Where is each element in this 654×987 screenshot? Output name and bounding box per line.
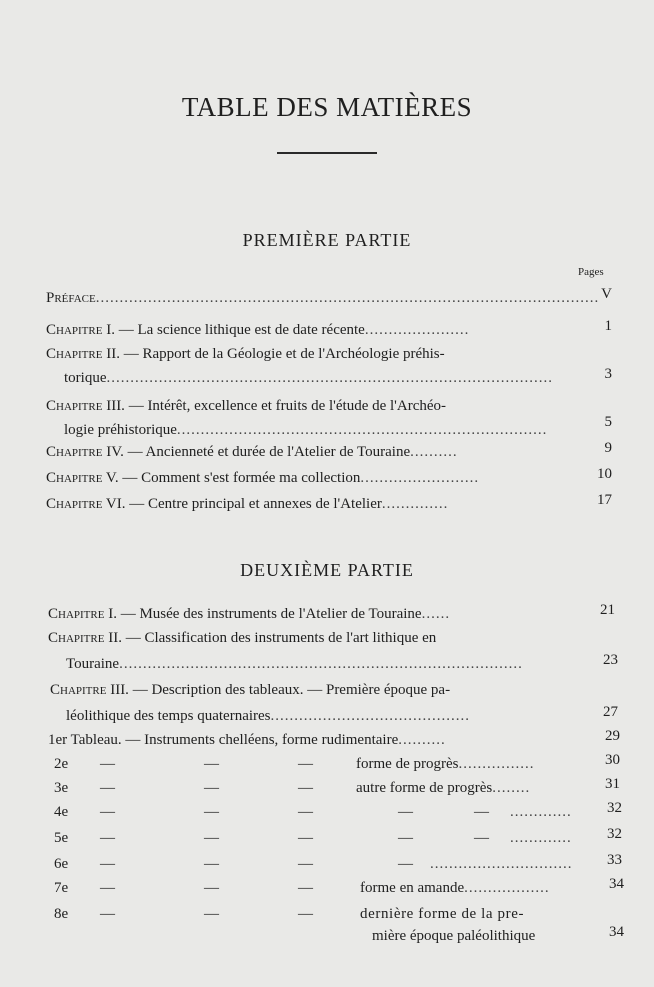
toc-entry-p1-ch3	[46, 398, 446, 415]
entry-text: — Centre principal et annexes de l'Atelier	[129, 496, 382, 512]
toc-entry-p1-ch2-cont	[64, 370, 553, 387]
tableau-number: 5e	[54, 830, 69, 846]
pages-label: Pages	[578, 266, 604, 278]
toc-entry-p2-ch3-cont	[66, 708, 471, 725]
ditto-dash: —	[204, 756, 219, 772]
ditto-dash: —	[204, 906, 219, 922]
toc-entry-preface	[46, 290, 600, 307]
leader-dots: ..................	[464, 880, 550, 896]
entry-text: léolithique des temps quaternaires	[66, 708, 271, 724]
entry-label: Chapitre II.	[46, 346, 120, 362]
toc-entry-tableau-8: dernière forme de la pre-	[360, 906, 525, 922]
leader-dots: ..........	[398, 732, 446, 748]
entry-text: torique	[64, 370, 107, 386]
leader-dots: ..........	[410, 444, 458, 460]
toc-entry-tableau-8-cont: mière époque paléolithique	[372, 928, 536, 944]
leader-dots: ......	[421, 606, 451, 622]
page-number: 34	[609, 876, 624, 892]
ditto-dash: —	[204, 804, 219, 820]
ditto-dash: —	[100, 756, 115, 772]
page-title: TABLE DES MATIÈRES	[181, 92, 473, 122]
leader-dots: ................	[458, 756, 535, 772]
ditto-dash: —	[100, 906, 115, 922]
ditto-dash: —	[298, 804, 313, 820]
toc-entry-p2-ch1	[48, 606, 450, 623]
page-number: V	[601, 286, 612, 302]
tableau-number: 1er	[48, 732, 68, 748]
ditto-dash: —	[298, 756, 313, 772]
ditto-dash: —	[100, 780, 115, 796]
leader-dots: .....................................................................................	[119, 656, 523, 672]
ditto-dash: —	[398, 856, 413, 872]
page-number: 1	[604, 318, 612, 334]
leader-dots: ..........................................................................................................	[95, 290, 600, 306]
ditto-dash: —	[398, 830, 413, 846]
part2-title: DEUXIÈME PARTIE	[240, 560, 414, 580]
leader-dots: .........................	[360, 470, 480, 486]
entry-text: — La science lithique est de date récente	[118, 322, 365, 338]
toc-entry-tableau-7	[360, 880, 550, 897]
ditto-dash: —	[298, 856, 313, 872]
entry-label: Chapitre IV.	[46, 444, 124, 460]
entry-text: — Rapport de la Géologie et de l'Archéologie préhis-	[123, 346, 445, 362]
page-number: 32	[607, 826, 622, 842]
title-rule	[277, 152, 377, 154]
leader-dots: ..............................................................................	[176, 422, 548, 438]
ditto-dash: —	[298, 830, 313, 846]
ditto-dash: —	[204, 830, 219, 846]
tableau-number: 4e	[54, 804, 69, 820]
tableau-number: 3e	[54, 780, 69, 796]
ditto-dash: —	[398, 804, 413, 820]
entry-label: Chapitre I.	[48, 606, 117, 622]
ditto-dash: —	[474, 804, 489, 820]
entry-text: — Ancienneté et durée de l'Atelier de Touraine	[127, 444, 411, 460]
entry-label: Chapitre I.	[46, 322, 115, 338]
entry-text: — Classification des instruments de l'art lithique en	[125, 630, 437, 646]
leader-dots: ..............	[381, 496, 449, 512]
page-number: 9	[604, 440, 612, 456]
entry-text: — Musée des instruments de l'Atelier de Touraine	[120, 606, 422, 622]
leader-dots: ..........................................	[270, 708, 471, 724]
ditto-dash: —	[474, 830, 489, 846]
entry-label: Chapitre II.	[48, 630, 122, 646]
ditto-dash: —	[204, 856, 219, 872]
tableau-number: 7e	[54, 880, 69, 896]
tableau-number: 2e	[54, 756, 69, 772]
toc-entry-p1-ch4	[46, 444, 458, 461]
ditto-dash: —	[298, 780, 313, 796]
ditto-dash: —	[100, 804, 115, 820]
entry-text: forme en amande	[360, 880, 465, 896]
toc-entry-p1-ch1	[46, 322, 470, 339]
leader-dots: ..............................................................................................	[106, 370, 553, 386]
ditto-dash: —	[100, 856, 115, 872]
part1-title: PREMIÈRE PARTIE	[242, 230, 412, 250]
ditto-dash: —	[298, 906, 313, 922]
page-number: 29	[605, 728, 620, 744]
page-number: 31	[605, 776, 620, 792]
entry-text: logie préhistorique	[64, 422, 177, 438]
tableau-number: 6e	[54, 856, 69, 872]
ditto-dash: —	[204, 880, 219, 896]
leader-dots: .............	[510, 830, 572, 846]
page-number: 27	[603, 704, 618, 720]
entry-text: autre forme de progrès	[356, 780, 493, 796]
entry-label: Chapitre III.	[50, 682, 129, 698]
page-number: 10	[597, 466, 612, 482]
entry-label: Chapitre III.	[46, 398, 125, 414]
page-number: 3	[604, 366, 612, 382]
toc-entry-p1-ch3-cont	[64, 422, 548, 439]
entry-text: — Description des tableaux. — Première époque pa-	[132, 682, 451, 698]
ditto-dash: —	[204, 780, 219, 796]
page-number: 30	[605, 752, 620, 768]
entry-label: Chapitre VI.	[46, 496, 126, 512]
entry-text: — Comment s'est formée ma collection	[122, 470, 361, 486]
toc-entry-tableau-3	[356, 780, 532, 797]
toc-entry-tableau-1	[48, 732, 448, 749]
toc-entry-p1-ch2	[46, 346, 445, 363]
leader-dots: ......................	[364, 322, 470, 338]
leader-dots: ..............................	[430, 856, 573, 872]
tableau-number: 8e	[54, 906, 69, 922]
page-number: 21	[600, 602, 615, 618]
entry-text: Touraine	[66, 656, 120, 672]
ditto-dash: —	[100, 880, 115, 896]
entry-label: Préface	[46, 290, 96, 306]
entry-label: Chapitre V.	[46, 470, 119, 486]
page-number: 17	[597, 492, 612, 508]
leader-dots: .............	[510, 804, 572, 820]
page-number: 33	[607, 852, 622, 868]
page-number: 34	[609, 924, 624, 940]
ditto-dash: —	[100, 830, 115, 846]
toc-entry-p1-ch5	[46, 470, 480, 487]
ditto-dash: —	[298, 880, 313, 896]
toc-entry-tableau-2	[356, 756, 538, 773]
entry-text: — Intérêt, excellence et fruits de l'étude de l'Archéo-	[128, 398, 447, 414]
page-number: 5	[604, 414, 612, 430]
toc-entry-p1-ch6	[46, 496, 452, 513]
leader-dots: ........	[492, 780, 531, 796]
page-number: 23	[603, 652, 618, 668]
toc-entry-p2-ch2	[48, 630, 436, 647]
toc-entry-p2-ch3	[50, 682, 450, 699]
entry-text: forme de progrès	[356, 756, 459, 772]
entry-text: Tableau. — Instruments chelléens, forme rudimentaire	[70, 732, 399, 748]
toc-entry-p2-ch2-cont	[66, 656, 539, 673]
page-number: 32	[607, 800, 622, 816]
